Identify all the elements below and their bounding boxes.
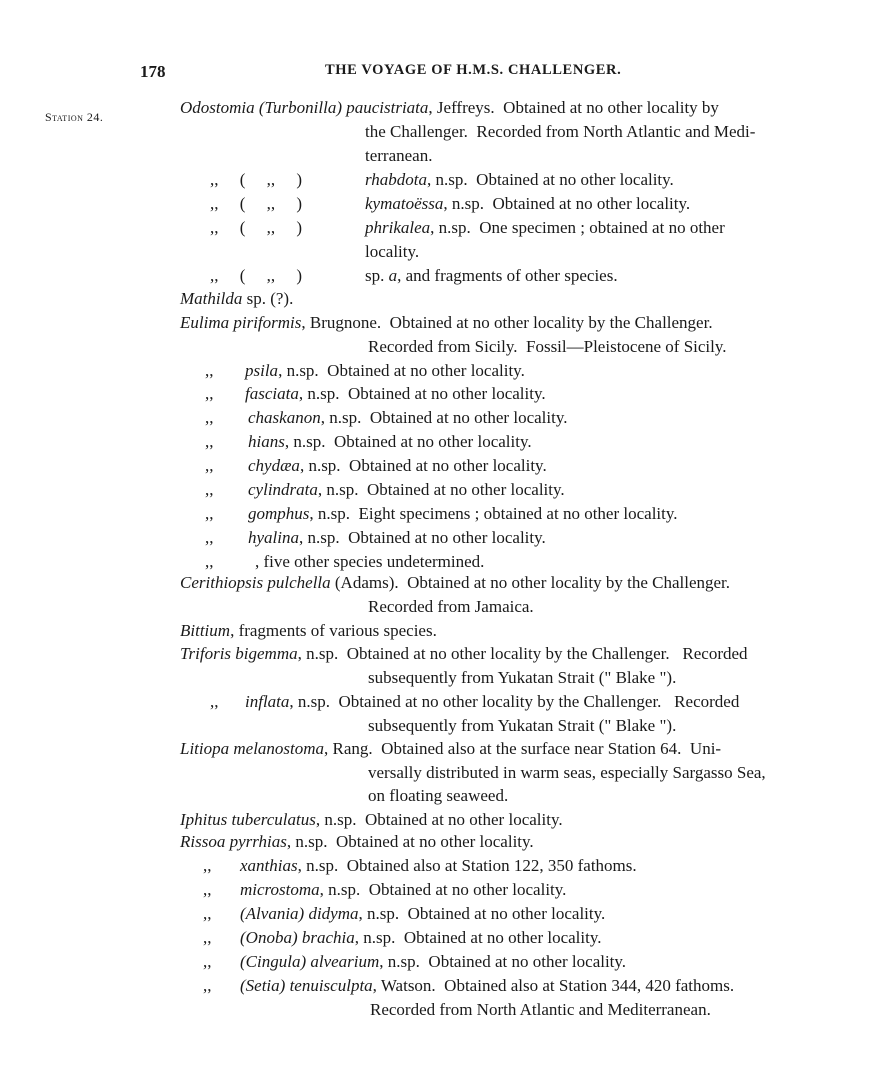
species-name: kymatoëssa (365, 194, 444, 213)
ditto-marks: ,, ( ,, ) (210, 194, 303, 213)
species-name: (Setia) tenuisculpta (240, 976, 373, 995)
species-name: hians (248, 432, 285, 451)
text-line (180, 620, 437, 642)
running-title: THE VOYAGE OF H.M.S. CHALLENGER. (325, 62, 622, 78)
text-line (240, 855, 637, 877)
species-name: chydæa (248, 456, 300, 475)
description-text: , n.sp. Obtained at no other locality by the Challenger. Recorded (289, 692, 740, 711)
text-line (365, 217, 725, 239)
text-line (370, 999, 711, 1021)
ditto-marks: ,, (205, 552, 214, 571)
species-name: (Onoba) brachia (240, 928, 355, 947)
description-text: , and fragments of other species. (397, 266, 618, 285)
description-text: on floating seaweed. (368, 786, 509, 805)
text-line (248, 431, 532, 453)
species-name: hyalina (248, 528, 299, 547)
text-line (368, 667, 676, 689)
species-name: xanthias (240, 856, 298, 875)
species-name: cylindrata (248, 480, 318, 499)
page-number: 178 (140, 62, 166, 81)
ditto-marks: ,, (205, 361, 214, 380)
species-name: gomphus (248, 504, 310, 523)
description-text: , n.sp. Obtained at no other locality. (299, 456, 547, 475)
description-text: Recorded from Jamaica. (368, 597, 534, 616)
description-text: locality. (365, 242, 420, 261)
text-line (180, 312, 713, 334)
text-line (248, 479, 565, 501)
ditto-marks: ,, ( ,, ) (210, 218, 303, 237)
description-text: , n.sp. Obtained also at Station 122, 350 fathoms. (297, 856, 637, 875)
species-name: psila (245, 361, 279, 380)
text-line (255, 551, 484, 573)
description-text: , n.sp. Obtained at no other locality. (299, 528, 546, 547)
text-line (240, 903, 605, 925)
station-label: Station 24. (45, 110, 104, 124)
text-line (180, 288, 293, 310)
ditto-marks: ,, (203, 928, 212, 947)
species-name: Eulima piriformis (180, 313, 302, 332)
description-text: sp. (?). (242, 289, 294, 308)
species-name: microstoma (240, 880, 320, 899)
text-line (240, 927, 602, 949)
description-text: , Jeffreys. Obtained at no other locality by (428, 98, 719, 117)
ditto-marks: ,, ( ,, ) (210, 170, 303, 189)
ditto-marks: ,, (210, 692, 219, 711)
species-name: inflata (245, 692, 290, 711)
description-text: subsequently from Yukatan Strait (" Blake "). (368, 668, 677, 687)
text-line (368, 596, 534, 618)
text-line (245, 691, 739, 713)
description-text: subsequently from Yukatan Strait (" Blake "). (368, 716, 677, 735)
text-line (368, 336, 727, 358)
description-text: , five other species undetermined. (255, 552, 485, 571)
description-text: , Watson. Obtained also at Station 344, 420 fathoms. (372, 976, 735, 995)
description-text: sp. (365, 266, 389, 285)
description-text: , n.sp. Obtained at no other locality. (320, 408, 568, 427)
text-line (240, 879, 566, 901)
description-text: , n.sp. Obtained at no other locality by the Challenger. Recorded (297, 644, 748, 663)
species-name: Rissoa pyrrhias (180, 832, 287, 851)
species-name: phrikalea (365, 218, 431, 237)
text-line (245, 360, 525, 382)
description-text: , n.sp. Obtained at no other locality. (379, 952, 627, 971)
description-text: , n.sp. Obtained at no other locality. (286, 832, 534, 851)
text-line (180, 738, 721, 760)
text-line (368, 762, 766, 784)
description-text: , n.sp. Obtained at no other locality. (354, 928, 602, 947)
description-text: terranean. (365, 146, 433, 165)
text-line (240, 951, 626, 973)
ditto-marks: ,, (205, 456, 214, 475)
ditto-marks: ,, ( ,, ) (210, 266, 303, 285)
text-line (365, 241, 419, 263)
description-text: , fragments of various species. (230, 621, 437, 640)
description-text: , n.sp. Obtained at no other locality. (315, 810, 563, 829)
species-name: (Cingula) alvearium (240, 952, 380, 971)
species-name: Cerithiopsis pulchella (180, 573, 331, 592)
description-text: , n.sp. Obtained at no other locality. (278, 361, 525, 380)
text-line (180, 572, 730, 594)
ditto-marks: ,, (205, 432, 214, 451)
text-line (248, 407, 567, 429)
ditto-marks: ,, (203, 856, 212, 875)
text-line (368, 785, 508, 807)
species-name: a (388, 266, 398, 285)
text-line (245, 383, 546, 405)
ditto-marks: ,, (205, 408, 214, 427)
description-text: Recorded from Sicily. Fossil—Pleistocene of Sicily. (368, 337, 727, 356)
text-line (365, 121, 755, 143)
description-text: , n.sp. Obtained at no other locality. (358, 904, 606, 923)
ditto-marks: ,, (203, 952, 212, 971)
description-text: , n.sp. Obtained at no other locality. (427, 170, 674, 189)
text-line (365, 169, 674, 191)
species-name: Litiopa melanostoma (180, 739, 325, 758)
text-line (365, 145, 432, 167)
description-text: , Rang. Obtained also at the surface near Station 64. Uni- (324, 739, 722, 758)
text-line (180, 643, 748, 665)
text-line (240, 975, 734, 997)
species-name: fasciata (245, 384, 299, 403)
text-line (365, 265, 618, 287)
species-name: rhabdota (365, 170, 428, 189)
text-line (180, 809, 563, 831)
species-name: chaskanon (248, 408, 321, 427)
ditto-marks: ,, (203, 880, 212, 899)
species-name: Odostomia (Turbonilla) paucistriata (180, 98, 429, 117)
species-name: Triforis bigemma (180, 644, 298, 663)
species-name: (Alvania) didyma (240, 904, 359, 923)
species-name: Mathilda (180, 289, 243, 308)
description-text: versally distributed in warm seas, especially Sargasso Sea, (368, 763, 766, 782)
description-text: , n.sp. One specimen ; obtained at no other (430, 218, 725, 237)
ditto-marks: ,, (205, 384, 214, 403)
description-text: , n.sp. Obtained at no other locality. (319, 880, 567, 899)
description-text: , n.sp. Obtained at no other locality. (317, 480, 565, 499)
text-line (180, 831, 534, 853)
description-text: , Brugnone. Obtained at no other locality by the Challenger. (301, 313, 713, 332)
text-line (365, 193, 690, 215)
text-line (248, 455, 547, 477)
text-line (180, 97, 719, 119)
ditto-marks: ,, (205, 480, 214, 499)
description-text: (Adams). Obtained at no other locality by the Challenger. (330, 573, 731, 592)
text-line (248, 527, 546, 549)
ditto-marks: ,, (205, 504, 214, 523)
description-text: the Challenger. Recorded from North Atlantic and Medi- (365, 122, 756, 141)
description-text: , n.sp. Eight specimens ; obtained at no other locality. (309, 504, 678, 523)
ditto-marks: ,, (205, 528, 214, 547)
ditto-marks: ,, (203, 976, 212, 995)
description-text: , n.sp. Obtained at no other locality. (298, 384, 546, 403)
ditto-marks: ,, (203, 904, 212, 923)
text-line (248, 503, 678, 525)
text-line (368, 715, 676, 737)
species-name: Iphitus tuberculatus (180, 810, 316, 829)
species-name: Bittium (180, 621, 231, 640)
description-text: , n.sp. Obtained at no other locality. (443, 194, 691, 213)
description-text: Recorded from North Atlantic and Mediterranean. (370, 1000, 711, 1019)
description-text: , n.sp. Obtained at no other locality. (284, 432, 532, 451)
